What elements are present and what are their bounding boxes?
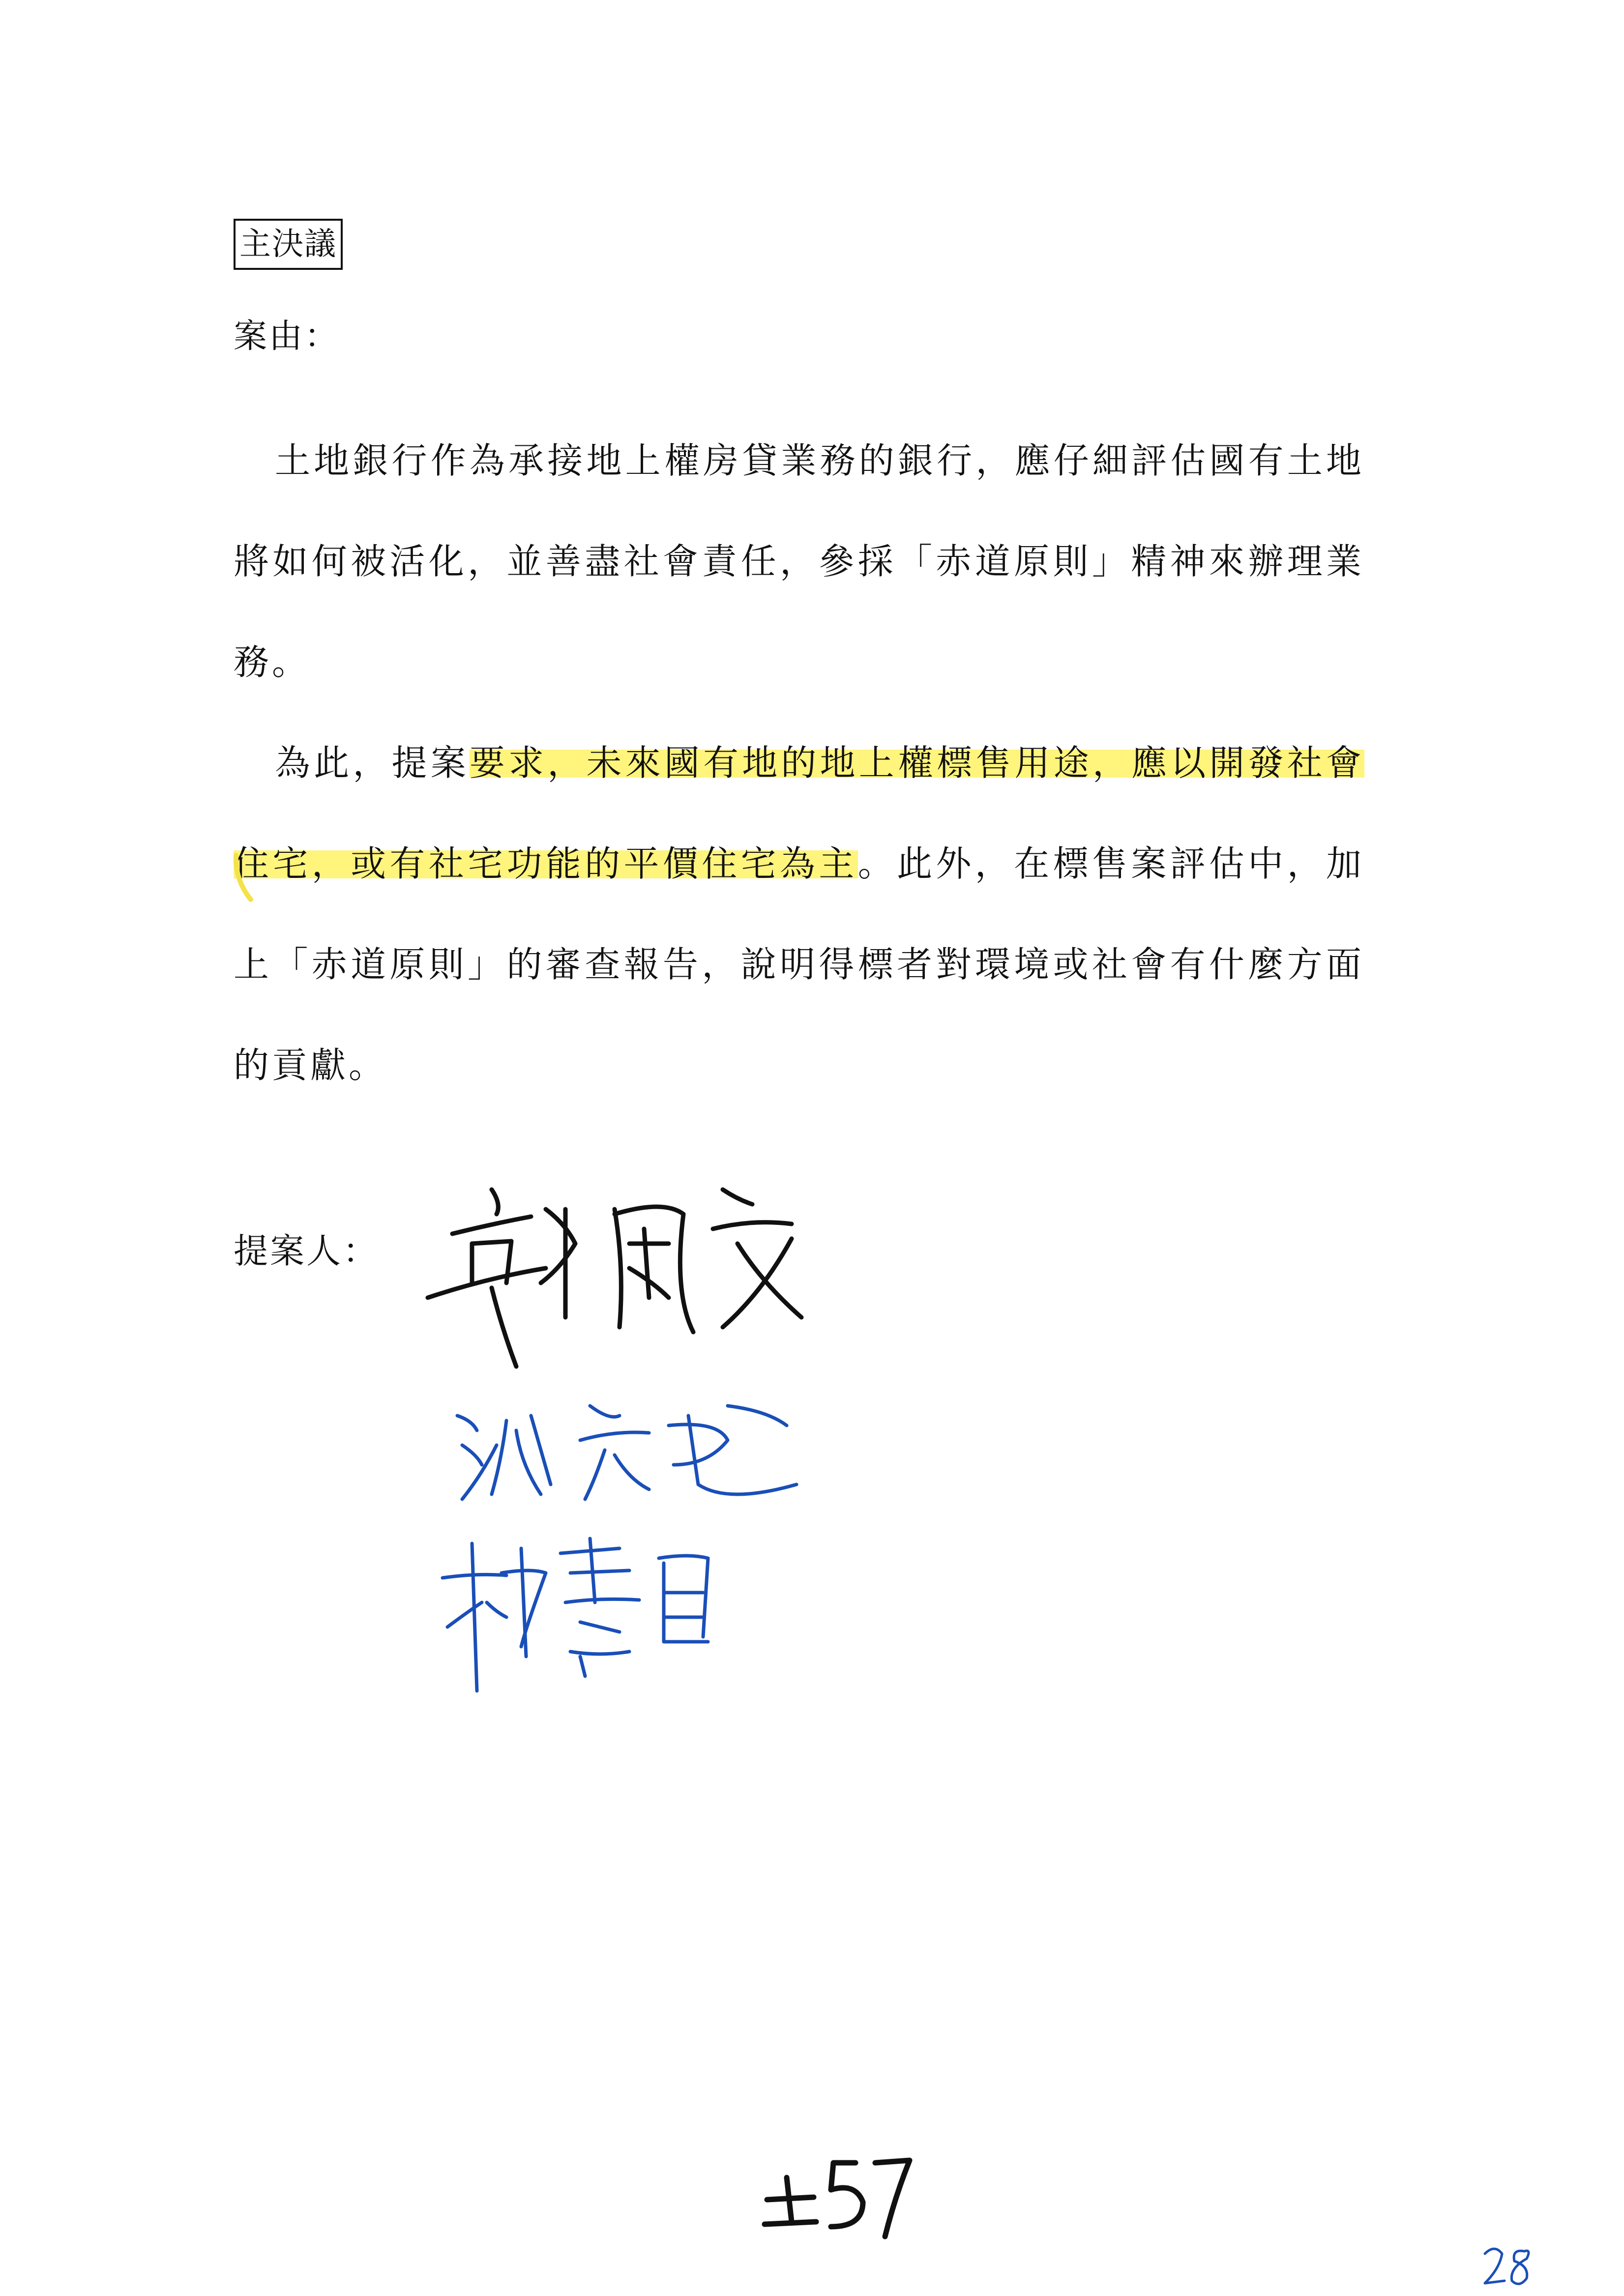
handwritten-corner-number [1480, 2241, 1539, 2291]
highlighted-text: 要求，未來國有地的地上權標售用途，應以開發社會住宅，或有社宅功能的平價住宅為主 [234, 742, 1364, 884]
paragraph-1: 土地銀行作為承接地上權房貸業務的銀行，應仔細評估國有土地將如何被活化，並善盡社會責任，參採「赤道原則」精神來辦理業務。 [234, 440, 1364, 683]
paragraph-2-suffix: 。此外，在標售案評估中，加上「赤道原則」的審查報告，說明得標者對環境或社會有什麼方面的貢獻。 [234, 843, 1364, 1086]
highlight-mark [231, 850, 261, 909]
signature-3 [433, 1529, 747, 1696]
signature-1 [418, 1170, 821, 1391]
handwritten-page-number [757, 2153, 915, 2241]
proposer-label: 提案人： [234, 1231, 379, 1271]
paragraph-2-prefix: 為此，提案 [275, 742, 470, 784]
paragraph-2 [234, 713, 1364, 1116]
reason-label: 案由： [234, 317, 340, 356]
signature-2 [452, 1386, 806, 1514]
boxed-label: 主決議 [234, 219, 343, 270]
